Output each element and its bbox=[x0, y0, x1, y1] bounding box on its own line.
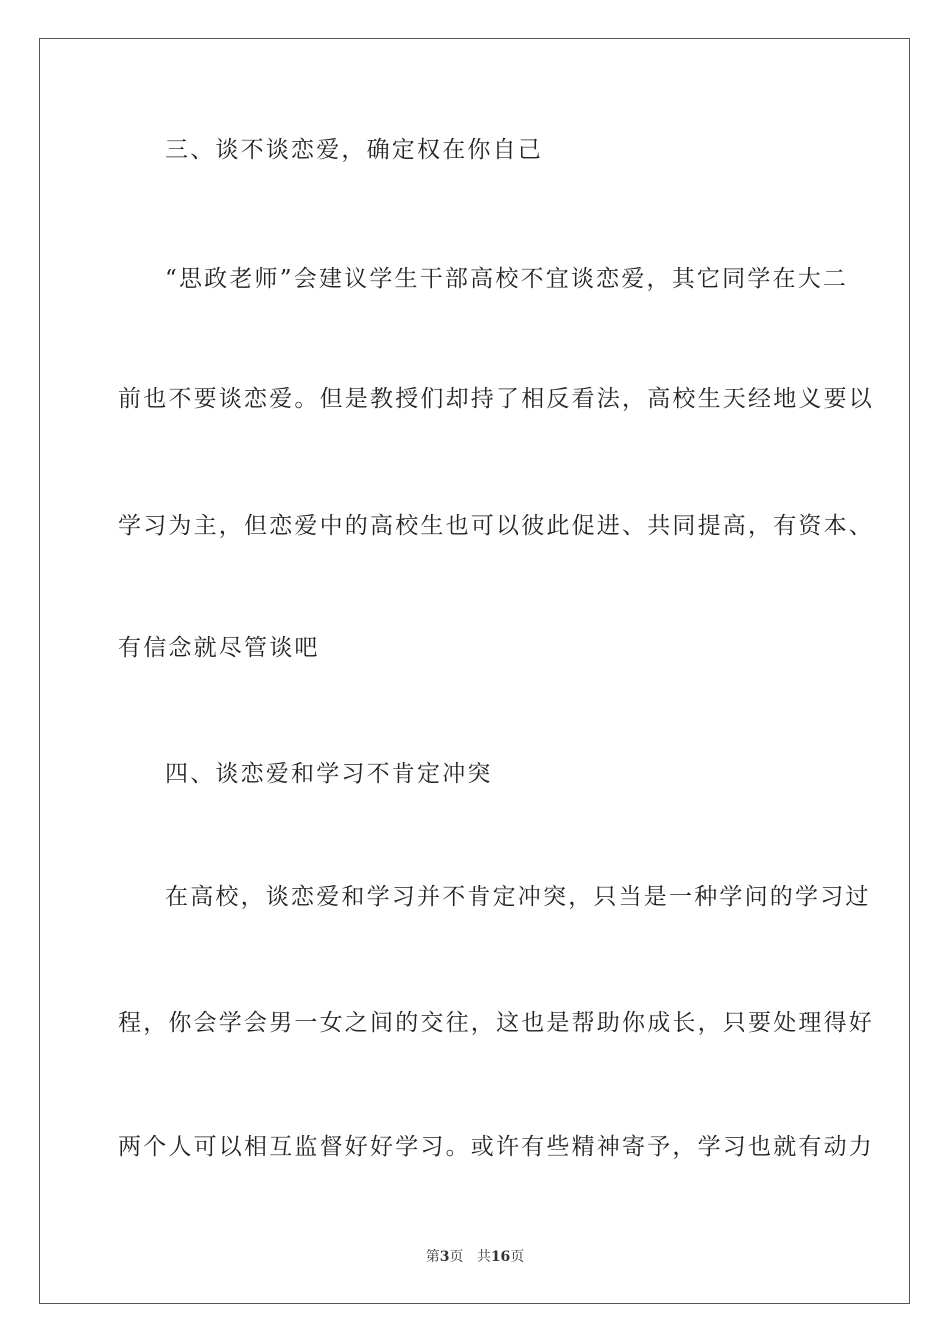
paragraph-line: 两个人可以相互监督好好学习。或许有些精神寄予，学习也就有动力 bbox=[118, 1134, 874, 1160]
page-border bbox=[39, 38, 910, 1304]
footer-prefix: 第 bbox=[425, 1249, 440, 1265]
paragraph-line: “思政老师”会建议学生干部高校不宜谈恋爱，其它同学在大二 bbox=[165, 266, 849, 292]
footer-total-prefix: 共 bbox=[476, 1249, 491, 1265]
paragraph-line: 学习为主，但恋爱中的高校生也可以彼此促进、共同提高，有资本、 bbox=[118, 513, 874, 539]
section-heading-4: 四、谈恋爱和学习不肯定冲突 bbox=[165, 761, 493, 787]
section-heading-3: 三、谈不谈恋爱，确定权在你自己 bbox=[165, 137, 543, 163]
footer-total-suffix: 页 bbox=[510, 1249, 525, 1265]
footer-page-suffix: 页 bbox=[449, 1249, 464, 1265]
paragraph-line: 在高校，谈恋爱和学习并不肯定冲突，只当是一种学问的学习过 bbox=[165, 884, 871, 910]
paragraph-line: 前也不要谈恋爱。但是教授们却持了相反看法，高校生天经地义要以 bbox=[118, 386, 874, 412]
paragraph-line: 程，你会学会男一女之间的交往，这也是帮助你成长，只要处理得好 bbox=[118, 1010, 874, 1036]
page-footer bbox=[0, 1246, 950, 1266]
paragraph-line: 有信念就尽管谈吧 bbox=[118, 635, 320, 661]
current-page-number: 3 bbox=[439, 1249, 450, 1265]
total-page-count: 16 bbox=[490, 1249, 511, 1265]
